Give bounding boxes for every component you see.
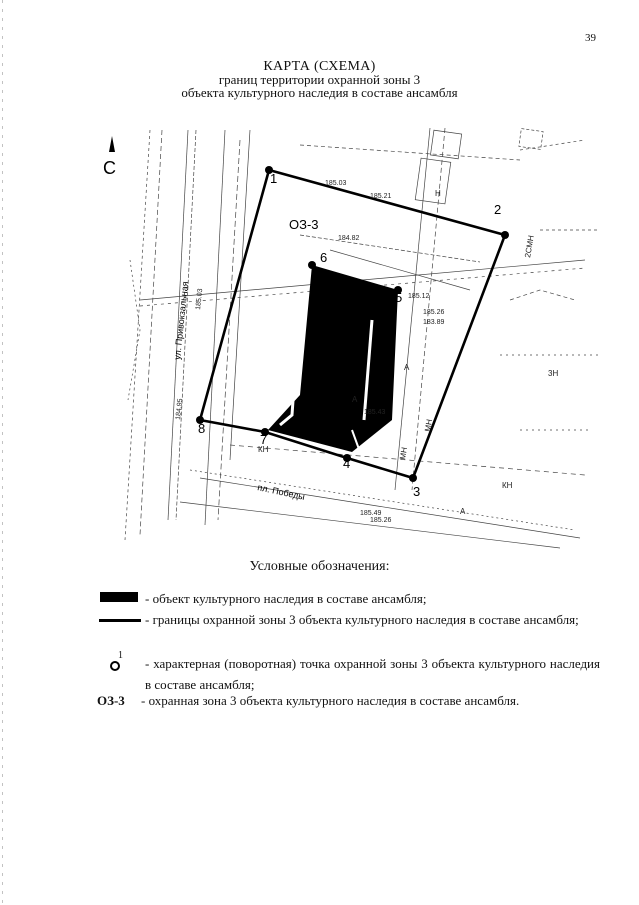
north-arrow-icon — [109, 136, 115, 152]
legend-row-zone — [141, 690, 601, 711]
street-label-pobedy: пл. Победы — [256, 482, 306, 502]
plan-label: Н — [435, 189, 441, 198]
title-line-3: объекта культурного наследия в составе ансамбля — [181, 85, 458, 100]
point-label-1: 1 — [270, 171, 278, 186]
legend-row-point — [145, 653, 600, 695]
legend-row-boundary — [145, 609, 600, 630]
point-3-marker — [409, 474, 417, 482]
legend-zone-text: - охранная зона 3 объекта культурного наследия в составе ансамбля. — [141, 693, 520, 708]
title-line-2: границ территории охранной зоны 3 — [218, 72, 421, 87]
title-line-1: КАРТА (СХЕМА) — [263, 59, 376, 74]
legend-title: Условные обозначения: — [249, 559, 390, 574]
legend-point-text: - характерная (поворотная) точка охранной зоны 3 объекта культурного наследия в составе ансамбля; — [145, 656, 600, 692]
elevation-label: 185.03 — [195, 288, 205, 311]
point-label-2: 2 — [494, 202, 502, 217]
plan-label: А — [404, 363, 410, 372]
point-label-6: 6 — [320, 250, 328, 265]
point-label-5: 5 — [395, 290, 403, 305]
legend-row-object — [145, 588, 600, 609]
elevation-label: 185.49 — [360, 510, 382, 517]
plan-label: 2СМН — [523, 234, 536, 259]
elevation-label: 185.21 — [370, 193, 392, 200]
plan-label: МН — [398, 446, 410, 461]
legend-boundary-symbol — [99, 619, 141, 622]
zone-label: ОЗ-3 — [289, 217, 319, 232]
point-label-8: 8 — [198, 421, 206, 436]
heritage-object — [268, 265, 398, 452]
elevation-label: 185.26 — [370, 517, 392, 524]
legend-boundary-text: - границы охранной зоны 3 объекта культурного наследия в составе ансамбля; — [145, 612, 579, 627]
point-2-marker — [501, 231, 509, 239]
legend-object-symbol — [100, 592, 138, 602]
legend-point-symbol — [110, 661, 120, 671]
street-label-privokzalnaya: ул. Привокзальная — [172, 280, 191, 361]
point-label-4: 4 — [343, 456, 351, 471]
plan-label: А — [352, 395, 358, 404]
legend-object-text: - объект культурного наследия в составе ансамбля; — [145, 591, 427, 606]
legend-point-number: 1 — [118, 650, 123, 661]
north-label: С — [103, 158, 116, 178]
point-label-3: 3 — [413, 484, 421, 499]
elevation-label: 184.82 — [338, 235, 360, 242]
elevation-label: 185.26 — [423, 309, 445, 316]
point-6-marker — [308, 261, 316, 269]
plan-label: МН — [423, 418, 435, 433]
plan-label: А — [460, 507, 466, 516]
north-arrow — [103, 136, 116, 178]
legend-zone-abbr: ОЗ-3 — [97, 693, 125, 708]
elevation-label: 185.43 — [364, 409, 386, 416]
elevation-label: 185.03 — [325, 180, 347, 187]
plan-label: КН — [502, 481, 513, 490]
plan-label: 3Н — [548, 369, 559, 378]
point-label-7: 7 — [260, 432, 268, 447]
plan-label: КН — [258, 445, 269, 454]
elevation-label: 185.12 — [408, 293, 430, 300]
elevation-label: 184.95 — [175, 398, 185, 421]
elevation-label: 183.89 — [423, 319, 445, 326]
page-number: 39 — [585, 32, 596, 44]
